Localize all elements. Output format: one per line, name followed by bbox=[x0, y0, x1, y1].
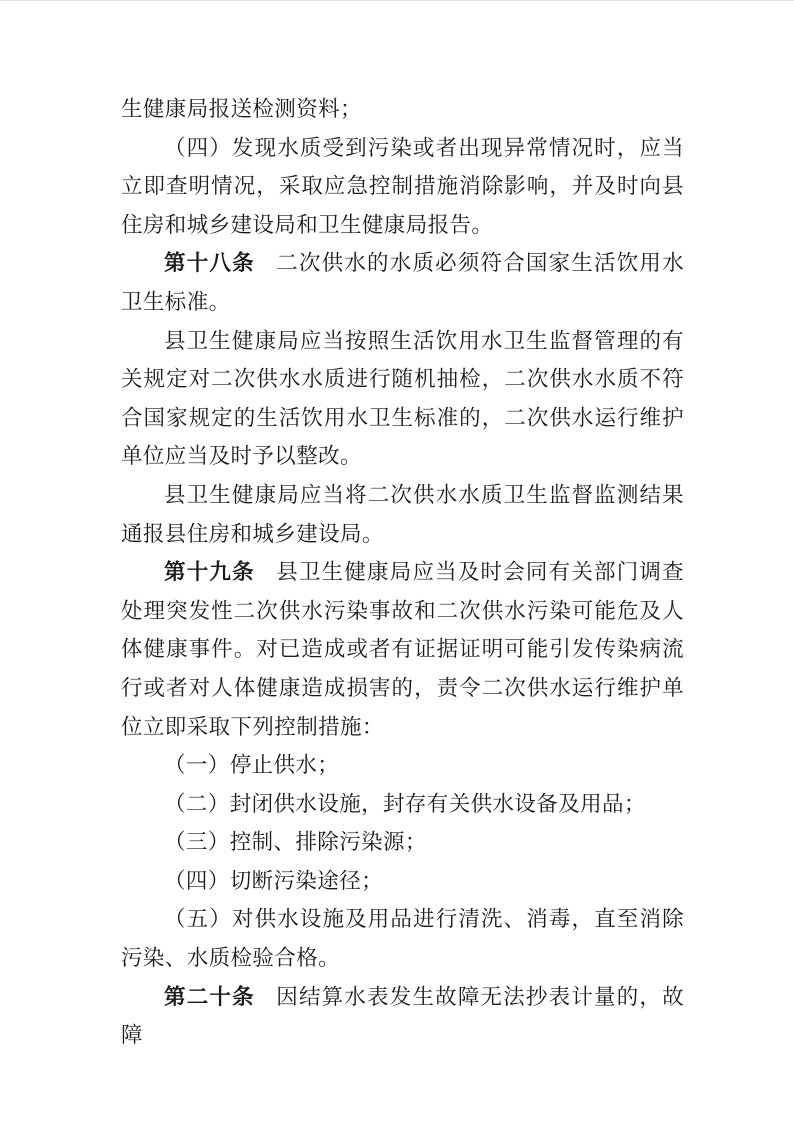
measure-item-3 bbox=[121, 823, 684, 862]
measure-item-2 bbox=[121, 785, 684, 824]
paragraph-text: （四）切断污染途径； bbox=[164, 868, 384, 893]
article-20-number: 第二十条 bbox=[164, 984, 255, 1009]
article-18-paragraph-2 bbox=[121, 322, 684, 476]
paragraph-text: 二次供水的水质必须符合国家生活饮用水卫生标准。 bbox=[121, 251, 684, 314]
article-20 bbox=[121, 978, 684, 1055]
paragraph-text: （一）停止供水； bbox=[164, 753, 340, 778]
paragraph-text: 生健康局报送检测资料； bbox=[121, 97, 362, 121]
paragraph-text: （五）对供水设施及用品进行清洗、消毒，直至消除污染、水质检验合格。 bbox=[121, 907, 684, 971]
paragraph-text: （二）封闭供水设施，封存有关供水设备及用品； bbox=[164, 791, 646, 816]
document-body bbox=[0, 1, 794, 1095]
list-item-4 bbox=[121, 129, 684, 245]
paragraph-text: （三）控制、排除污染源； bbox=[164, 830, 427, 855]
paragraph-continuation bbox=[121, 90, 684, 129]
paragraph-text: 县卫生健康局应当将二次供水水质卫生监督监测结果通报县住房和城乡建设局。 bbox=[121, 482, 684, 546]
measure-item-5 bbox=[121, 900, 684, 977]
article-18 bbox=[121, 244, 684, 321]
paragraph-text: （四）发现水质受到污染或者出现异常情况时，应当立即查明情况，采取应急控制措施消除影响，并及时向县住房和城乡建设局和卫生健康局报告。 bbox=[121, 135, 684, 237]
article-19-number: 第十九条 bbox=[164, 560, 255, 585]
paragraph-text: 县卫生健康局应当及时会同有关部门调查处理突发性二次供水污染事故和二次供水污染可能危及人体健康事件。对已造成或者有证据证明可能引发传染病流行或者对人体健康造成损害的，责令二次供水运行维护单位立即采取下列控制措施： bbox=[121, 560, 684, 739]
article-19 bbox=[121, 553, 684, 746]
article-18-number: 第十八条 bbox=[164, 251, 255, 276]
paragraph-text: 县卫生健康局应当按照生活饮用水卫生监督管理的有关规定对二次供水水质进行随机抽检，二次供水水质不符合国家规定的生活饮用水卫生标准的，二次供水运行维护单位应当及时予以整改。 bbox=[121, 328, 684, 469]
measure-item-1 bbox=[121, 746, 684, 785]
article-18-paragraph-3 bbox=[121, 476, 684, 553]
paragraph-text: 因结算水表发生故障无法抄表计量的，故障 bbox=[121, 984, 684, 1048]
measure-item-4 bbox=[121, 862, 684, 901]
